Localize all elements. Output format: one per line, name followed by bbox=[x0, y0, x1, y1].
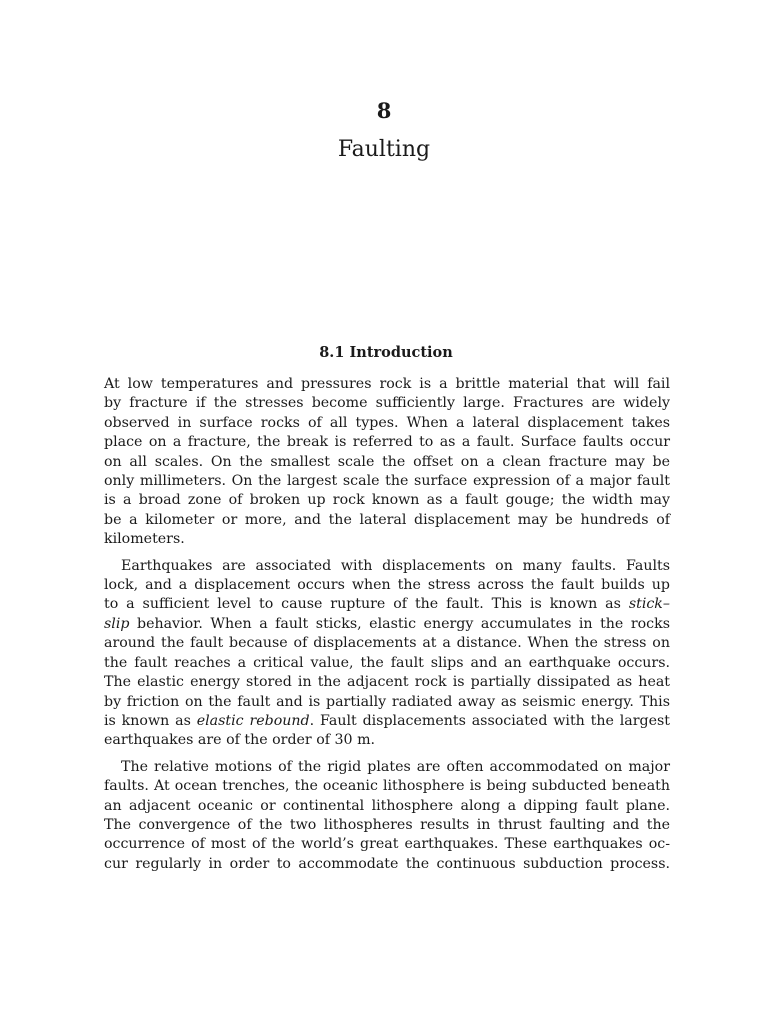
text-fragment: . Fault displacements associated with the largest bbox=[309, 712, 670, 729]
text-fragment: is known as bbox=[104, 712, 197, 729]
text-line: The convergence of the two lithospheres results in thrust faulting and the bbox=[104, 816, 670, 833]
text-line: faults. At ocean trenches, the oceanic lithosphere is being subducted beneath bbox=[104, 778, 670, 795]
text-line bbox=[104, 712, 670, 731]
text-fragment: behavior. When a fault sticks, elastic energy accumulates in the rocks bbox=[129, 615, 670, 632]
text-line: The elastic energy stored in the adjacent rock is partially dissipated as heat bbox=[104, 674, 670, 691]
text-line: The relative motions of the rigid plates are often accommodated on major bbox=[121, 758, 670, 775]
emphasis-stick-slip: stick– bbox=[628, 596, 670, 613]
chapter-title: Faulting bbox=[337, 137, 431, 162]
text-line: kilometers. bbox=[104, 531, 185, 548]
paragraph-3 bbox=[104, 758, 670, 874]
text-line: around the fault because of displacements at a distance. When the stress on bbox=[104, 635, 670, 652]
body-text bbox=[104, 375, 670, 881]
text-line: is a broad zone of broken up rock known as a fault gouge; the width may bbox=[104, 492, 670, 509]
text-line: the fault reaches a critical value, the fault slips and an earthquake occurs. bbox=[104, 654, 670, 671]
text-line: only millimeters. On the largest scale the surface expression of a major fault bbox=[104, 473, 670, 490]
text-line: At low temperatures and pressures rock is a brittle material that will fail bbox=[104, 376, 670, 392]
text-line: on all scales. On the smallest scale the offset on a clean fracture may be bbox=[104, 453, 670, 470]
text-line: Earthquakes are associated with displacements on many faults. Faults bbox=[121, 557, 670, 574]
text-line: occurrence of most of the world’s great earthquakes. These earthquakes oc- bbox=[104, 836, 670, 853]
text-line bbox=[104, 615, 670, 634]
text-line: cur regularly in order to accommodate the continuous subduction process. bbox=[104, 855, 670, 872]
text-line: by fracture if the stresses become sufficiently large. Fractures are widely bbox=[104, 395, 670, 412]
text-line bbox=[104, 595, 670, 614]
emphasis-stick-slip: slip bbox=[104, 615, 130, 632]
text-line: by friction on the fault and is partially radiated away as seismic energy. This bbox=[104, 693, 670, 710]
text-line: lock, and a displacement occurs when the stress across the fault builds up bbox=[104, 577, 670, 594]
text-line: be a kilometer or more, and the lateral displacement may be hundreds of bbox=[104, 511, 670, 528]
section-heading: 8.1 Introduction bbox=[319, 344, 453, 361]
text-line: place on a fracture, the break is referred to as a fault. Surface faults occur bbox=[104, 434, 670, 451]
chapter-number: 8 bbox=[376, 98, 392, 123]
paragraph-2 bbox=[104, 557, 670, 751]
text-fragment: to a sufficient level to cause rupture of the fault. This is known as bbox=[104, 596, 621, 613]
text-line: an adjacent oceanic or continental lithosphere along a dipping fault plane. bbox=[104, 797, 670, 814]
paragraph-1 bbox=[104, 375, 670, 550]
text-line: observed in surface rocks of all types. When a lateral displacement takes bbox=[104, 414, 670, 431]
text-line: earthquakes are of the order of 30 m. bbox=[104, 732, 376, 749]
emphasis-elastic-rebound: elastic rebound bbox=[196, 712, 310, 729]
